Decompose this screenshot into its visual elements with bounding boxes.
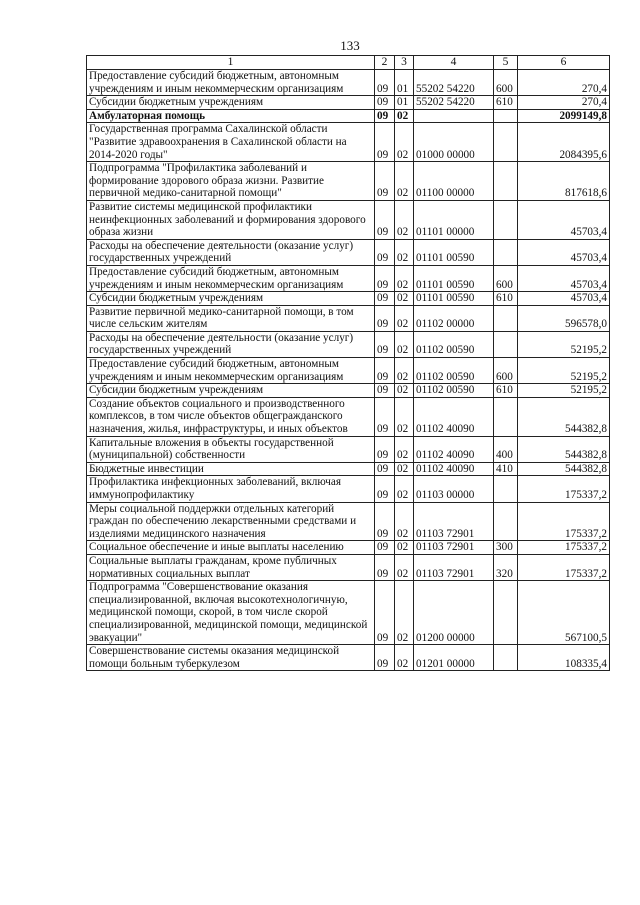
table-row (87, 476, 610, 502)
table-row (87, 331, 610, 357)
table-row (87, 162, 610, 201)
row-amount: 544382,8 (518, 397, 610, 436)
row-subsection: 02 (395, 502, 414, 541)
row-expense-type: 610 (494, 96, 518, 110)
row-amount: 596578,0 (518, 305, 610, 331)
row-name: Подпрограмма "Профилактика заболеваний и формирование здорового образа жизни. Развитие первичной медико-санитарной помощи" (87, 162, 375, 201)
row-target-code (414, 109, 494, 123)
row-subsection: 02 (395, 436, 414, 462)
row-amount: 45703,4 (518, 239, 610, 265)
row-target-code: 01101 00000 (414, 200, 494, 239)
row-section: 09 (375, 109, 395, 123)
row-target-code: 01101 00590 (414, 239, 494, 265)
row-target-code: 55202 54220 (414, 96, 494, 110)
row-subsection: 02 (395, 200, 414, 239)
row-name: Бюджетные инвестиции (87, 462, 375, 476)
row-expense-type (494, 476, 518, 502)
row-section: 09 (375, 554, 395, 580)
table-row (87, 397, 610, 436)
row-target-code: 01103 72901 (414, 502, 494, 541)
row-expense-type: 600 (494, 70, 518, 96)
table-row (87, 581, 610, 645)
row-target-code: 01103 72901 (414, 541, 494, 555)
table-row (87, 554, 610, 580)
table-row (87, 109, 610, 123)
row-subsection: 02 (395, 239, 414, 265)
row-expense-type: 320 (494, 554, 518, 580)
page-number: 133 (340, 38, 360, 53)
row-amount: 175337,2 (518, 554, 610, 580)
row-section: 09 (375, 123, 395, 162)
row-target-code: 01101 00590 (414, 265, 494, 291)
row-target-code: 01102 00590 (414, 358, 494, 384)
table-row (87, 123, 610, 162)
row-section: 09 (375, 358, 395, 384)
table-row (87, 265, 610, 291)
row-subsection: 02 (395, 358, 414, 384)
table-row (87, 239, 610, 265)
row-amount: 45703,4 (518, 265, 610, 291)
budget-table (86, 55, 610, 671)
row-amount: 108335,4 (518, 645, 610, 671)
row-expense-type (494, 502, 518, 541)
header-cell-5: 5 (494, 56, 518, 70)
row-amount: 817618,6 (518, 162, 610, 201)
row-section: 09 (375, 581, 395, 645)
row-amount: 45703,4 (518, 292, 610, 306)
table-body (87, 56, 610, 671)
row-name: Профилактика инфекционных заболеваний, включая иммунопрофилактику (87, 476, 375, 502)
row-target-code: 01103 00000 (414, 476, 494, 502)
row-target-code: 01000 00000 (414, 123, 494, 162)
table-row (87, 541, 610, 555)
row-name: Социальные выплаты гражданам, кроме публичных нормативных социальных выплат (87, 554, 375, 580)
row-name: Предоставление субсидий бюджетным, автономным учреждениям и иным некоммерческим организациям (87, 358, 375, 384)
row-expense-type (494, 123, 518, 162)
row-amount: 175337,2 (518, 476, 610, 502)
row-subsection: 02 (395, 462, 414, 476)
row-section: 09 (375, 645, 395, 671)
row-target-code: 01102 40090 (414, 462, 494, 476)
row-subsection: 02 (395, 331, 414, 357)
row-expense-type (494, 331, 518, 357)
row-name: Субсидии бюджетным учреждениям (87, 384, 375, 398)
header-cell-6: 6 (518, 56, 610, 70)
row-name: Развитие системы медицинской профилактики неинфекционных заболеваний и формирования здорового образа жизни (87, 200, 375, 239)
row-name: Расходы на обеспечение деятельности (оказание услуг) государственных учреждений (87, 331, 375, 357)
table-row (87, 70, 610, 96)
row-section: 09 (375, 541, 395, 555)
row-target-code: 01201 00000 (414, 645, 494, 671)
row-amount: 567100,5 (518, 581, 610, 645)
row-section: 09 (375, 239, 395, 265)
row-expense-type: 600 (494, 358, 518, 384)
row-name: Совершенствование системы оказания медицинской помощи больным туберкулезом (87, 645, 375, 671)
row-expense-type: 610 (494, 384, 518, 398)
row-section: 09 (375, 265, 395, 291)
row-subsection: 02 (395, 476, 414, 502)
row-section: 09 (375, 292, 395, 306)
row-amount: 2099149,8 (518, 109, 610, 123)
row-name: Расходы на обеспечение деятельности (оказание услуг) государственных учреждений (87, 239, 375, 265)
row-name: Субсидии бюджетным учреждениям (87, 96, 375, 110)
row-expense-type (494, 239, 518, 265)
header-cell-3: 3 (395, 56, 414, 70)
row-section: 09 (375, 96, 395, 110)
table-row (87, 305, 610, 331)
row-name: Амбулаторная помощь (87, 109, 375, 123)
table-row (87, 384, 610, 398)
table-row (87, 358, 610, 384)
row-amount: 270,4 (518, 70, 610, 96)
row-amount: 175337,2 (518, 502, 610, 541)
row-section: 09 (375, 384, 395, 398)
table-row (87, 200, 610, 239)
row-subsection: 02 (395, 554, 414, 580)
row-amount: 52195,2 (518, 384, 610, 398)
header-cell-4: 4 (414, 56, 494, 70)
row-name: Создание объектов социального и производственного комплексов, в том числе объектов общегражданского назначения, жилья, инфраструктуры, и иных объектов (87, 397, 375, 436)
row-expense-type (494, 200, 518, 239)
row-target-code: 01102 00000 (414, 305, 494, 331)
row-subsection: 02 (395, 162, 414, 201)
row-expense-type (494, 397, 518, 436)
table-row (87, 502, 610, 541)
row-subsection: 02 (395, 384, 414, 398)
row-section: 09 (375, 476, 395, 502)
table-row (87, 462, 610, 476)
row-target-code: 01103 72901 (414, 554, 494, 580)
row-name: Субсидии бюджетным учреждениям (87, 292, 375, 306)
table-row (87, 645, 610, 671)
row-section: 09 (375, 397, 395, 436)
row-target-code: 01100 00000 (414, 162, 494, 201)
row-target-code: 01102 40090 (414, 436, 494, 462)
row-subsection: 02 (395, 541, 414, 555)
row-expense-type (494, 109, 518, 123)
row-expense-type: 410 (494, 462, 518, 476)
row-section: 09 (375, 502, 395, 541)
header-cell-2: 2 (375, 56, 395, 70)
row-section: 09 (375, 162, 395, 201)
row-subsection: 02 (395, 123, 414, 162)
row-section: 09 (375, 70, 395, 96)
table-row (87, 96, 610, 110)
row-subsection: 01 (395, 70, 414, 96)
row-name: Предоставление субсидий бюджетным, автономным учреждениям и иным некоммерческим организациям (87, 265, 375, 291)
row-name: Подпрограмма "Совершенствование оказания специализированной, включая высокотехнологичную, медицинской помощи, скорой, в том числе скорой специализированной, медицинской помощи, медицинской эвакуации" (87, 581, 375, 645)
row-expense-type: 610 (494, 292, 518, 306)
row-name: Государственная программа Сахалинской области "Развитие здравоохранения в Сахалинской области на 2014-2020 годы" (87, 123, 375, 162)
row-subsection: 01 (395, 96, 414, 110)
row-subsection: 02 (395, 581, 414, 645)
row-amount: 2084395,6 (518, 123, 610, 162)
row-section: 09 (375, 305, 395, 331)
row-expense-type (494, 645, 518, 671)
row-expense-type (494, 305, 518, 331)
row-amount: 52195,2 (518, 331, 610, 357)
row-subsection: 02 (395, 645, 414, 671)
row-amount: 45703,4 (518, 200, 610, 239)
row-expense-type: 600 (494, 265, 518, 291)
header-row (87, 56, 610, 70)
row-section: 09 (375, 462, 395, 476)
table-row (87, 436, 610, 462)
row-subsection: 02 (395, 265, 414, 291)
row-target-code: 01102 40090 (414, 397, 494, 436)
row-section: 09 (375, 200, 395, 239)
row-section: 09 (375, 331, 395, 357)
row-target-code: 55202 54220 (414, 70, 494, 96)
row-expense-type: 400 (494, 436, 518, 462)
row-expense-type (494, 581, 518, 645)
row-target-code: 01101 00590 (414, 292, 494, 306)
row-name: Капитальные вложения в объекты государственной (муниципальной) собственности (87, 436, 375, 462)
row-name: Меры социальной поддержки отдельных категорий граждан по обеспечению лекарственными средствами и изделиями медицинского назначения (87, 502, 375, 541)
row-name: Социальное обеспечение и иные выплаты населению (87, 541, 375, 555)
row-amount: 175337,2 (518, 541, 610, 555)
row-expense-type (494, 162, 518, 201)
row-amount: 270,4 (518, 96, 610, 110)
row-subsection: 02 (395, 305, 414, 331)
table-row (87, 292, 610, 306)
row-name: Развитие первичной медико-санитарной помощи, в том числе сельским жителям (87, 305, 375, 331)
row-expense-type: 300 (494, 541, 518, 555)
row-amount: 544382,8 (518, 462, 610, 476)
row-target-code: 01102 00590 (414, 384, 494, 398)
row-target-code: 01200 00000 (414, 581, 494, 645)
header-cell-1: 1 (87, 56, 375, 70)
row-subsection: 02 (395, 109, 414, 123)
row-section: 09 (375, 436, 395, 462)
row-subsection: 02 (395, 397, 414, 436)
row-amount: 52195,2 (518, 358, 610, 384)
row-name: Предоставление субсидий бюджетным, автономным учреждениям и иным некоммерческим организациям (87, 70, 375, 96)
row-amount: 544382,8 (518, 436, 610, 462)
row-target-code: 01102 00590 (414, 331, 494, 357)
row-subsection: 02 (395, 292, 414, 306)
